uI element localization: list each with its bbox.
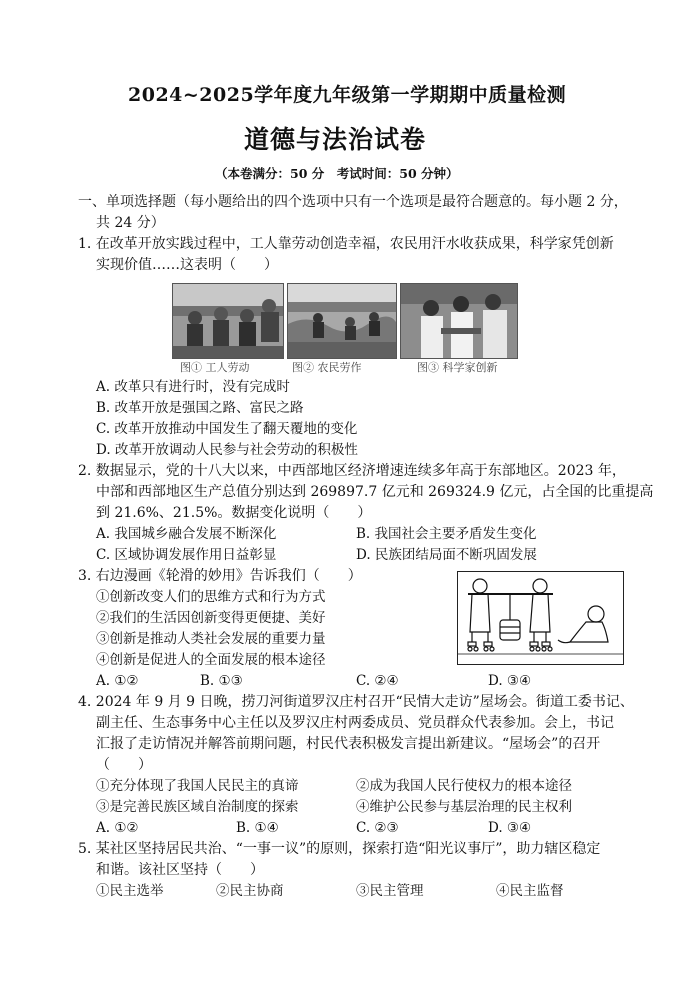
q3-option-d: D. ③④ <box>488 673 532 689</box>
q3-item-4: ④创新是促进人的全面发展的根本途径 <box>96 652 326 668</box>
q4-stem-line2: 副主任、生态事务中心主任以及罗汉庄村两委成员、党员群众代表参加。会上，书记 <box>96 715 614 731</box>
q2-option-a: A. 我国城乡融合发展不断深化 <box>96 526 277 542</box>
q5-stem-line2: 和谐。该社区坚持（ ） <box>96 862 264 878</box>
q3-item-2: ②我们的生活因创新变得更便捷、美好 <box>96 610 326 626</box>
q2-option-d: D. 民族团结局面不断巩固发展 <box>356 547 537 563</box>
q4-option-b: B. ①④ <box>236 820 279 836</box>
q4-item-1: ①充分体现了我国人民民主的真谛 <box>96 778 299 794</box>
q1-option-b: B. 改革开放是强国之路、富民之路 <box>96 400 304 416</box>
q1-stem-line2: 实现价值……这表明（ ） <box>96 257 278 273</box>
q3-option-a: A. ①② <box>96 673 139 689</box>
q4-item-4: ④维护公民参与基层治理的民主权利 <box>356 799 572 815</box>
q5-item-1: ①民主选举 <box>96 883 164 899</box>
q3-item-3: ③创新是推动人类社会发展的重要力量 <box>96 631 326 647</box>
q3-stem: 3. 右边漫画《轮滑的妙用》告诉我们（ ） <box>78 568 362 584</box>
q2-stem-line1: 2. 数据显示，党的十八大以来，中西部地区经济增速连续多年高于东部地区。2023 年， <box>78 463 626 479</box>
q3-option-c: C. ②④ <box>356 673 399 689</box>
exam-title: 2024~2025学年度九年级第一学期期中质量检测 <box>128 84 567 106</box>
q2-stem-line2: 中部和西部地区生产总值分别达到 269897.7 亿元和 269324.9 亿元，占全国的比重提高 <box>96 484 654 500</box>
q5-item-2: ②民主协商 <box>216 883 284 899</box>
exam-info: （本卷满分：50 分 考试时间：50 分钟） <box>215 166 459 181</box>
q4-stem-line4: （ ） <box>96 757 152 773</box>
scientists-photo-caption: 图③ 科学家创新 <box>417 361 498 374</box>
q4-option-d: D. ③④ <box>488 820 532 836</box>
q3-item-1: ①创新改变人们的思维方式和行为方式 <box>96 589 326 605</box>
q1-option-c: C. 改革开放推动中国发生了翻天覆地的变化 <box>96 421 358 437</box>
q5-item-4: ④民主监督 <box>496 883 564 899</box>
q5-item-3: ③民主管理 <box>356 883 424 899</box>
scientists-photo <box>400 283 518 359</box>
q3-option-b: B. ①③ <box>200 673 243 689</box>
q4-stem-line3: 汇报了走访情况并解答前期问题，村民代表积极发言提出新建议。“屋场会”的召开 <box>96 736 601 752</box>
q4-stem-line1: 4. 2024 年 9 月 9 日晚，捞刀河街道罗汉庄村召开“民情大走访”屋场会。街道工委书记、 <box>78 694 634 710</box>
q4-option-c: C. ②③ <box>356 820 399 836</box>
monks-rollerskate-cartoon <box>457 571 624 665</box>
q2-option-b: B. 我国社会主要矛盾发生变化 <box>356 526 537 542</box>
q1-option-a: A. 改革只有进行时，没有完成时 <box>96 379 290 395</box>
q4-option-a: A. ①② <box>96 820 139 836</box>
farmers-photo-caption: 图② 农民劳作 <box>292 361 362 374</box>
section-heading-line1: 一、单项选择题（每小题给出的四个选项中只有一个选项是最符合题意的。每小题 2 分， <box>78 194 628 210</box>
workers-photo-caption: 图① 工人劳动 <box>180 361 250 374</box>
q2-stem-line3: 到 21.6%、21.5%。数据变化说明（ ） <box>96 505 372 521</box>
q1-stem-line1: 1. 在改革开放实践过程中，工人靠劳动创造幸福，农民用汗水收获成果，科学家凭创新 <box>78 236 614 252</box>
section-heading-line2: 共 24 分） <box>96 215 165 231</box>
farmers-photo <box>287 283 397 359</box>
q4-item-3: ③是完善民族区域自治制度的探索 <box>96 799 299 815</box>
subject-title: 道德与法治试卷 <box>244 125 427 154</box>
q1-option-d: D. 改革开放调动人民参与社会劳动的积极性 <box>96 442 358 458</box>
q2-option-c: C. 区域协调发展作用日益彰显 <box>96 547 277 563</box>
q5-stem-line1: 5. 某社区坚持居民共治、“一事一议”的原则，探索打造“阳光议事厅”，助力辖区稳定 <box>78 841 601 857</box>
workers-photo <box>172 283 284 359</box>
q4-item-2: ②成为我国人民行使权力的根本途径 <box>356 778 572 794</box>
